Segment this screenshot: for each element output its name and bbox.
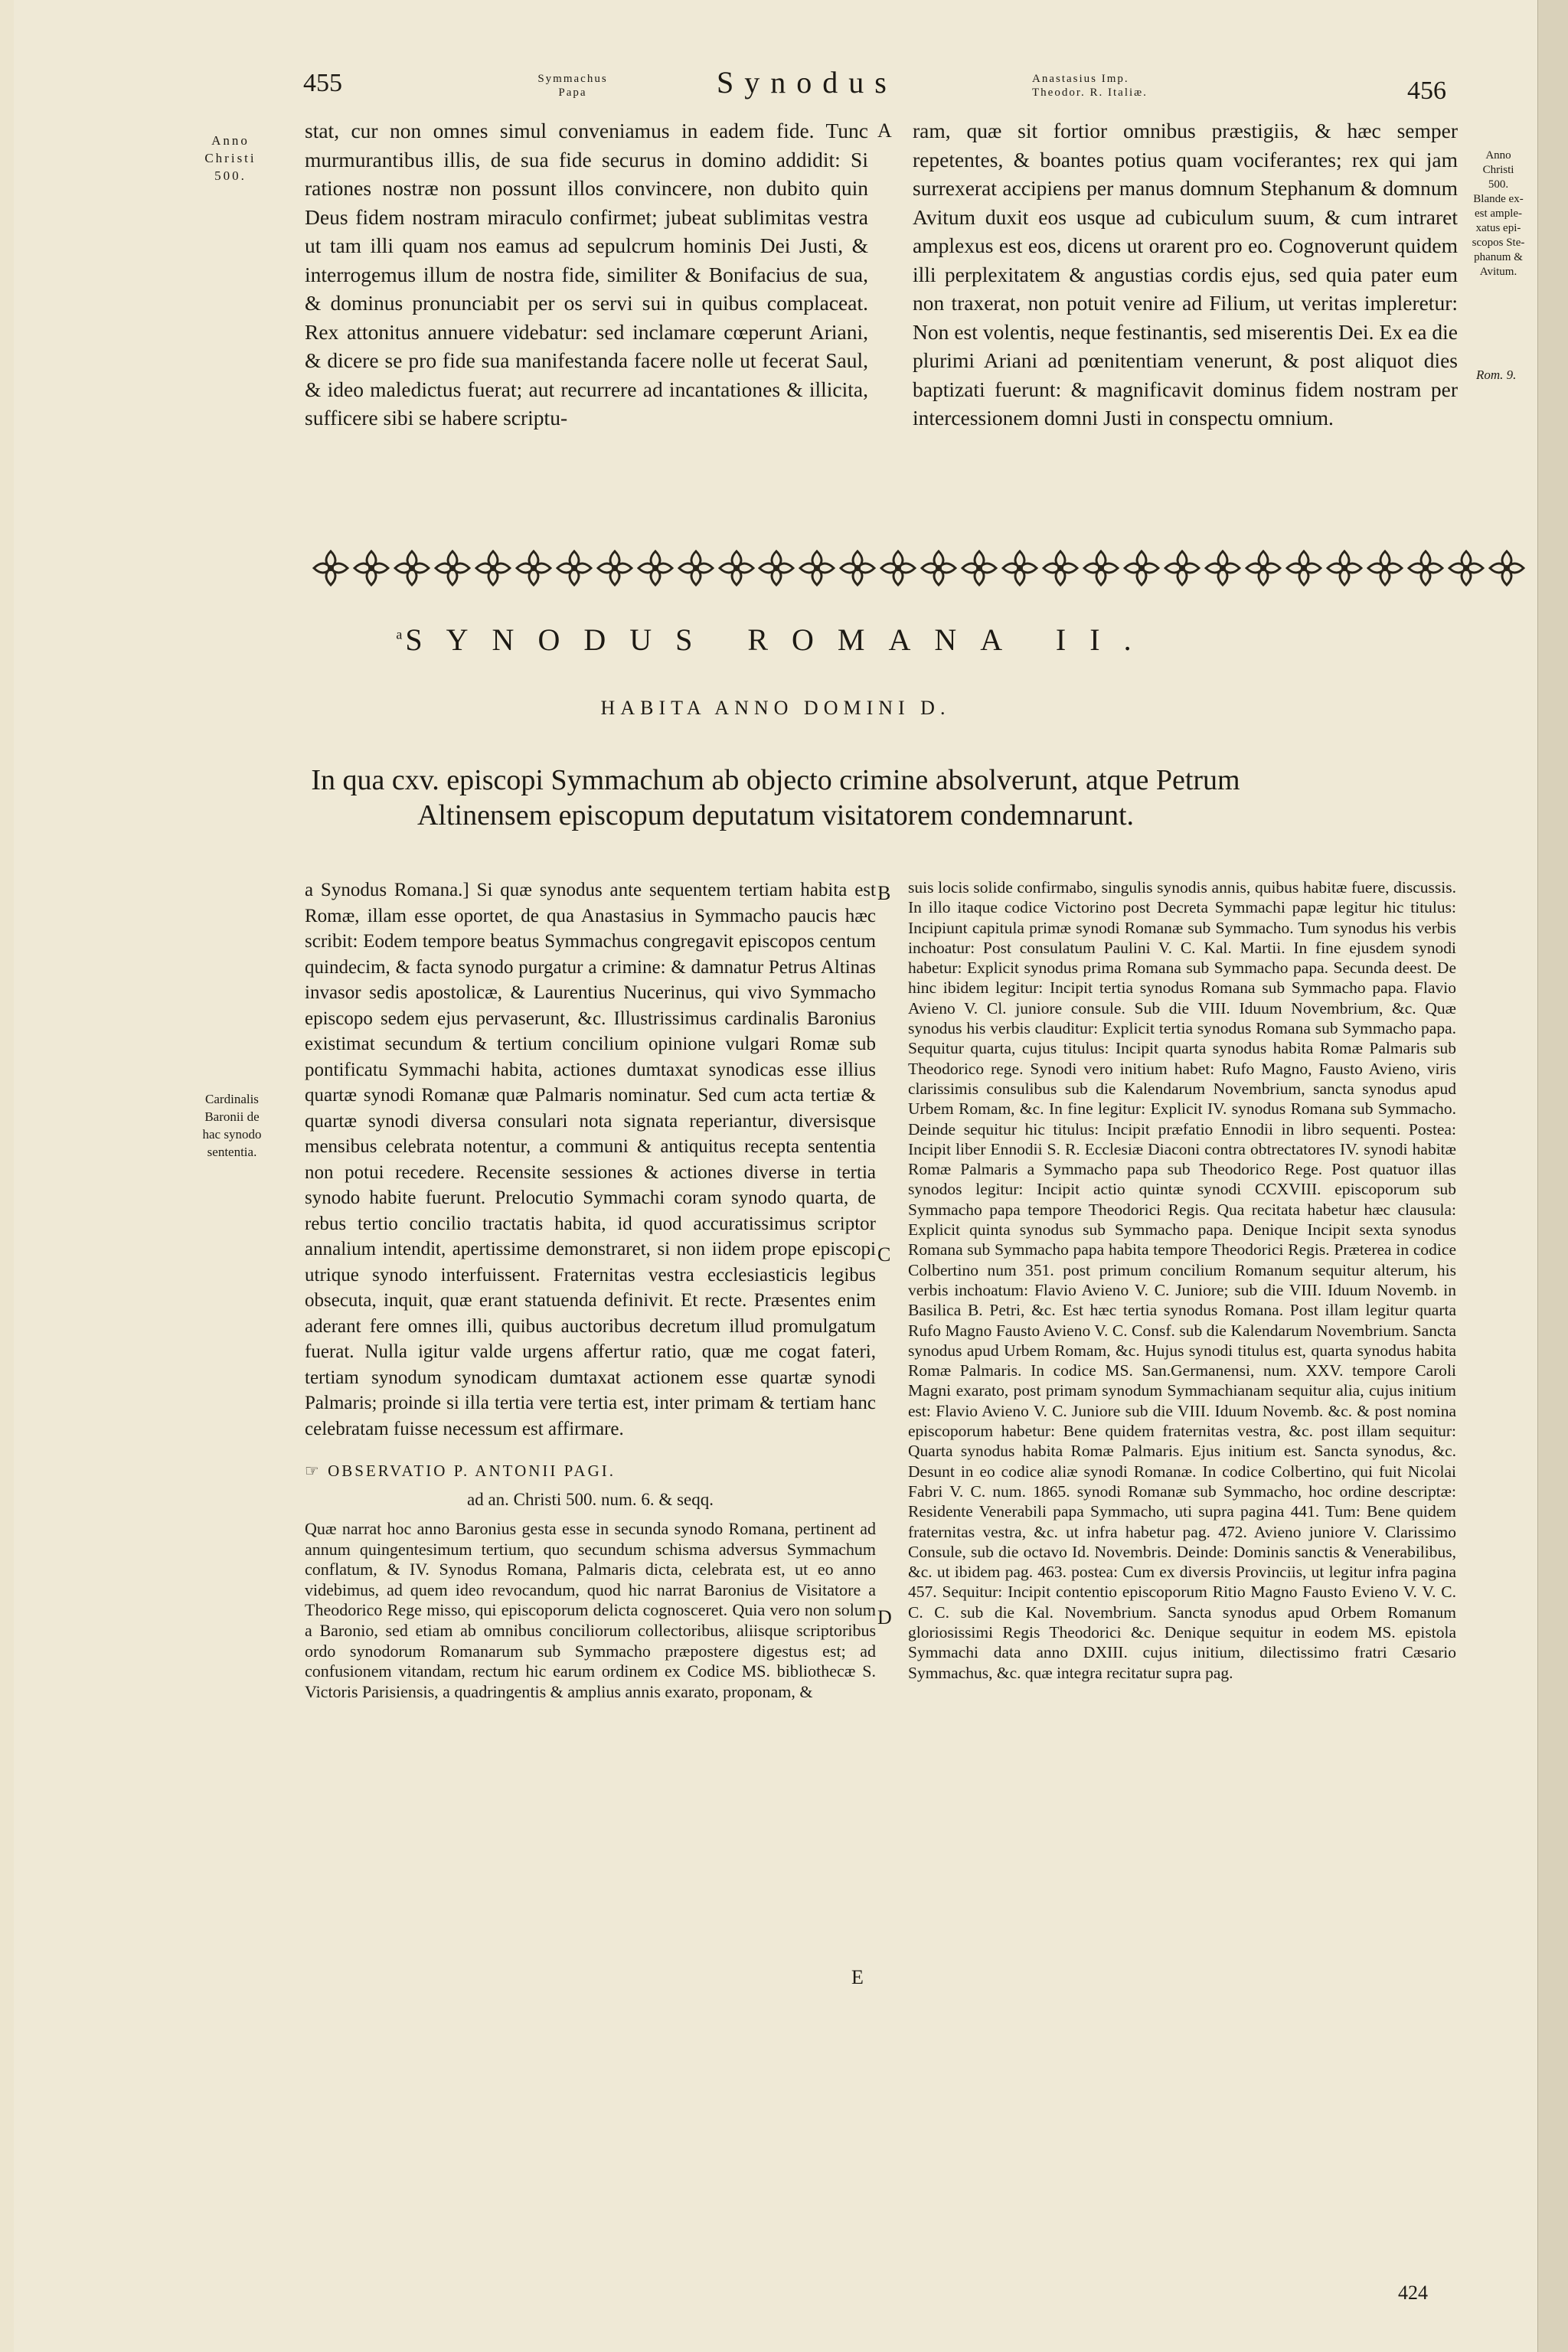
section-letter: C bbox=[877, 1243, 891, 1266]
fleuron-ornament bbox=[351, 547, 391, 590]
upper-left-column bbox=[305, 116, 868, 433]
synod-description bbox=[14, 763, 1537, 833]
fleuron-ornament bbox=[392, 547, 432, 590]
intro-paragraph: a Synodus Romana.] Si quæ synodus ante sequentem tertiam habita est Romæ, illam esse oportet, de qua Anastasius in Symmacho paucis hæc scribit: Eodem tempore beatus Symmachus congregavit episcopos centum quindecim, & facta synodo purgatur a crimine: & damnatur Petrus Altinas invasor sedis apostolicæ, & Laurentius Nucerinus, qui vivo Symmacho episcopo sedem ejus pervaserunt, &c. Illustrissimus cardinalis Baronius existimat secundum & tertium concilium opinione vulgari Romæ sub pontificatu Symmachi habita, actiones dumtaxat synodicas esse illius quartæ synodi Romanæ quæ Palmaris nominatur. Sed cum acta tertiæ & quartæ synodi diversa consulari nota signata reperiantur, diversisque mensibus celebrata notentur, a communi & antiquitus recepta sententia non potui recedere. Recensite sessiones & actiones diverse in tertia synodo habite fuerunt. Prelocutio Symmachi coram synodo quarta, de rebus tertio concilio tractatis habita, id quod accuratissimus scriptor annalium intendit, apertissime demonstraret, si non iidem prope episcopi utrique synodo interfuissent. Fraternitas vestra ecclesiasticis legibus obsecuta, inquit, quæ erant statuenda definivit. Et recte. Præsentes enim aderant fere omnes illi, quibus auctoribus decretum illud promulgatum fuerat. Nulla igitur valde urgens affertur ratio, quæ me cogat fateri, tertiam synodum synodicam dumtaxat actionem esse quartæ synodi Palmaris; proinde si illa tertia vere tertia est, inter primam & tertiam hanc celebratam fuisse necessum est affirmare. bbox=[305, 880, 876, 1439]
running-head-line: Papa bbox=[558, 87, 587, 99]
margin-line: Baronii de bbox=[204, 1109, 260, 1124]
margin-note-right bbox=[1464, 149, 1533, 279]
fleuron-ornament bbox=[1040, 547, 1080, 590]
fleuron-ornament bbox=[1365, 547, 1405, 590]
running-head-line: Theodor. R. Italiæ. bbox=[1032, 87, 1148, 99]
fleuron-ornament bbox=[838, 547, 877, 590]
section-letter: B bbox=[877, 882, 891, 904]
margin-line: Avitum. bbox=[1479, 266, 1517, 278]
left-page-number: 455 bbox=[303, 69, 342, 97]
fleuron-ornament bbox=[717, 547, 756, 590]
fleuron-ornament bbox=[311, 547, 351, 590]
section-letter: A bbox=[877, 119, 892, 142]
right-running-head bbox=[1032, 72, 1246, 100]
running-head-line: Symmachus bbox=[537, 73, 608, 85]
margin-note-cardinalis bbox=[182, 1090, 282, 1161]
ornament-band bbox=[311, 545, 1527, 591]
right-page-number: 456 bbox=[1407, 77, 1446, 105]
fleuron-ornament bbox=[514, 547, 554, 590]
section-letter: E bbox=[851, 1966, 864, 1988]
fleuron-ornament bbox=[1325, 547, 1364, 590]
fleuron-ornament bbox=[1081, 547, 1121, 590]
fleuron-ornament bbox=[797, 547, 837, 590]
synod-title bbox=[14, 622, 1537, 658]
fleuron-ornament bbox=[473, 547, 513, 590]
upper-right-column bbox=[913, 116, 1458, 433]
fleuron-ornament bbox=[554, 547, 594, 590]
page-reference-number: 424 bbox=[1398, 2282, 1428, 2304]
fleuron-ornament bbox=[959, 547, 999, 590]
paragraph: stat, cur non omnes simul conveniamus in eadem fide. Tunc murmurantibus illis, de sua fide securus in domino addidit: Si rationes nostræ non possunt illos convincere, non dubito quin Deus fidem nostram miraculo confirmet; jubeat sublimitas vestra ut tam illi quam nos eamus ad sepulcrum hominis Dei Justi, & interrogemus illum de nostra fide, similiter & Bonifacius de sua, & dominus pronunciabit per os servi sui in quibus complaceat. Rex attonitus annuere videbatur: sed inclamare cœperunt Ariani, & dicere se pro fide sua manifestanda facere nolle ut fecerat Saul, & ideo maledictus fuerat; aut recurrere ad incantationes & illicita, sufficere sibi se habere scriptu- bbox=[305, 119, 868, 430]
fleuron-ornament bbox=[595, 547, 635, 590]
margin-line: sententia. bbox=[207, 1145, 257, 1159]
fleuron-ornament bbox=[756, 547, 796, 590]
description-line: In qua cxv. episcopi Symmachum ab objecto crimine absolverunt, atque Petrum bbox=[311, 764, 1240, 796]
fleuron-ornament bbox=[1446, 547, 1486, 590]
section-letter: D bbox=[877, 1606, 892, 1628]
margin-line: Blande ex- bbox=[1473, 193, 1524, 205]
synod-subtitle-text: HABITA ANNO DOMINI D. bbox=[600, 697, 951, 719]
footnote-marker: a bbox=[396, 626, 406, 642]
adjacent-page-edge bbox=[1537, 0, 1568, 2352]
description-line: Altinensem episcopum deputatum visitatorem condemnarunt. bbox=[416, 799, 1135, 831]
fleuron-ornament bbox=[1487, 547, 1527, 590]
margin-line: scopos Ste- bbox=[1472, 237, 1525, 249]
margin-line: phanum & bbox=[1474, 251, 1523, 263]
fleuron-ornament bbox=[1203, 547, 1243, 590]
book-page bbox=[14, 0, 1537, 2352]
synod-title-text: SYNODUS ROMANA II. bbox=[405, 622, 1155, 657]
margin-line: Cardinalis bbox=[205, 1092, 259, 1106]
fleuron-ornament bbox=[1406, 547, 1446, 590]
synod-subtitle bbox=[14, 697, 1537, 720]
observation-heading: ☞ OBSERVATIO P. ANTONII PAGI. bbox=[305, 1462, 616, 1480]
margin-reference: Rom. 9. bbox=[1476, 368, 1517, 382]
margin-line: hac synodo bbox=[202, 1127, 262, 1142]
fleuron-ornament bbox=[676, 547, 716, 590]
observation-paragraph: Quæ narrat hoc anno Baronius gesta esse in secunda synodo Romana, pertinent ad annum quingentesimum tertium, quo secundum schisma adversus Symmachum conflatum, & IV. Synodus Romana, Palmaris dicta, celebrata est, ut eo anno videbimus, ad quem ideo revocandum, quod hic narrat Baronius de Visitatore a Theodorico Rege misso, qui episcoporum delicta cognosceret. Quia vero non solum a Baronio, sed etiam ab omnibus conciliorum collectoribus, aliisque scriptoribus ordo synodorum Romanarum sub Symmacho præpostere digestus est; ad confusionem vitandam, rectum hic earum ordinem ex Codice MS. bibliothecæ S. Victoris Parisiensis, a quadringentis & amplius annis exarato, proponam, & bbox=[305, 1519, 876, 1701]
fleuron-ornament bbox=[1243, 547, 1283, 590]
observation-subheading: ad an. Christi 500. num. 6. & seqq. bbox=[467, 1490, 714, 1509]
left-running-head bbox=[496, 72, 649, 100]
fleuron-ornament bbox=[635, 547, 675, 590]
paragraph: ram, quæ sit fortior omnibus præstigiis, & hæc semper repetentes, & boantes potius quam vociferantes; rex qui jam surrexerat accipiens per manus domnum Stephanum & domnum Avitum duxit eos usque ad cubiculum suum, & cum intraret amplexus est eos, dicens ut orarent pro eo. Cognoverunt quidem illi perplexitatem & angustias cordis ejus, sed quia pater eum non traxerat, non potuit venire ad Filium, ut veritas impleretur: Non est volentis, neque festinantis, sed miserentis Dei. Ex ea die plurimi Ariani ad pœnitentiam venerunt, & post aliquot dies baptizati fuerunt: & magnificavit dominus fidem nostram per intercessionem domni Justi in conspectu omnium. bbox=[913, 119, 1458, 430]
fleuron-ornament bbox=[1162, 547, 1202, 590]
codex-paragraph: suis locis solide confirmabo, singulis synodis annis, quibus habitæ fuere, discussis. In illo itaque codice Victorino post Decreta Symmachi papæ legitur hic titulus: Incipiunt capitula primæ synodi Romanæ sub Symmacho. Tum synodus his verbis inchoatur: Post consulatum Paulini V. C. Kal. Martii. In fine ejusdem synodi habetur: Explicit synodus prima Romana sub Symmacho papa. Secunda deest. De hinc ibidem legitur: Incipit tertia synodus Romana sub Symmacho papa. Flavio Avieno V. Cl. juniore consule. Sub die VIII. Iduum Novembrium, &c. Quæ synodus his verbis clauditur: Explicit tertia synodus Romana sub Symmacho papa. Sequitur quarta, cujus titulus: Incipit quarta synodus habita Romæ Palmaris sub Theodorico rege. Synodi vero initium habet: Rufo Magno, Fausto Avieno, viris clarissimis consulibus sub die Kalendarum Novembrium, sancta synodus apud Urbem Romam, &c. In fine legitur: Explicit IV. synodus Romana sub Symmacho. Deinde sequitur hic titulus: Incipit præfatio Ennodii in libro sequenti. Postea: Incipit liber Ennodii S. R. Ecclesiæ Diaconi contra obtrectatores IV. synodi habitæ Romæ Palmaris a Symmacho papa sub Theodorico Rege. Post quatuor illas synodos legitur: Incipit actio quintæ synodi CCXVIII. episcoporum sub Symmacho papa tempore Theodorici Regis. Qua recitata habetur hæc clausula: Explicit quinta synodus sub Symmacho papa. Denique Incipit sexta synodus Romana sub Symmacho papa habita tempore Theodorici Regis. Præterea in codice Colbertino num 351. post primum concilium Romanum sequitur alterum, his verbis inchoatum: Flavio Avieno V. C. Juniore; sub die VIII. Iduum Novemb. in Basilica B. Petri, &c. Est hæc tertia synodus Romana. Post illam legitur quarta Rufo Magno Fausto Avieno V. C. Consf. sub die Kalendarum Novembrium. Sancta synodus apud Urbem Romam, &c. Hujus synodi titulus est, quarta synodus habita Romæ Palmaris. In codice MS. San.Germanensi, num. XXV. tempore Caroli Magni exarato, post primam synodum Symmachianam sequitur alia, cujus initium est: Flavio Avieno V. C. Juniore sub die VIII. Iduum Novemb. &c. & post nomina episcoporum habetur: Bene quidem fraternitas vestra, &c. post illam sequitur: Quarta synodus habita Romæ Palmaris. Ejus initium est. Sancta synodus, &c. Desunt in eo codice aliæ synodi Romanæ. In codice Colbertino, qui fuit Nicolai Fabri V. C. num. 1865. synodi Romanæ sub Symmacho, hoc ordine descriptæ: Residente Venerabili papa Symmacho, uti supra pagina 441. Tum: Bene quidem fraternitas vestra, &c. ut infra habetur pag. 472. Avieno juniore V. Clarissimo Consule, sub die octavo Id. Novembris. Deinde: Dominis sanctis & Venerabilibus, &c. ut ibidem pag. 463. postea: Cum ex diversis Provinciis, ut legitur infra pagina 457. Sequitur: Incipit contentio episcoporum Ritio Magno Fausto Evieno V. V. C. C. C. sub die Kal. Novembrium. Sancta synodus apud Orbem Romanum gloriosissimi Regis Theodorici &c. Denique sequitur in eodem MS. epistola Symmachi data anno DXIII. cujus initium, dilectissimo fratri Cæsario Symmachus, &c. quæ integra recitatur supra pag. bbox=[908, 878, 1456, 1682]
fleuron-ornament bbox=[1122, 547, 1161, 590]
fleuron-ornament bbox=[919, 547, 959, 590]
fleuron-ornament bbox=[433, 547, 472, 590]
lower-left-column bbox=[305, 877, 876, 1702]
margin-line: 500. bbox=[1488, 178, 1509, 191]
margin-year-left bbox=[196, 132, 265, 185]
fleuron-ornament bbox=[1284, 547, 1324, 590]
margin-line: Anno bbox=[1485, 149, 1511, 162]
fleuron-ornament bbox=[878, 547, 918, 590]
margin-line: Christi bbox=[1482, 164, 1514, 176]
margin-line: Anno bbox=[211, 133, 250, 148]
margin-line: Christi bbox=[204, 151, 256, 165]
margin-line: 500. bbox=[214, 168, 247, 183]
margin-line: est ample- bbox=[1474, 207, 1523, 220]
fleuron-ornament bbox=[1000, 547, 1040, 590]
center-running-title: Synodus bbox=[717, 65, 897, 100]
margin-line: xatus epi- bbox=[1475, 222, 1521, 234]
running-head-line: Anastasius Imp. bbox=[1032, 73, 1129, 85]
lower-right-column bbox=[908, 877, 1456, 1683]
